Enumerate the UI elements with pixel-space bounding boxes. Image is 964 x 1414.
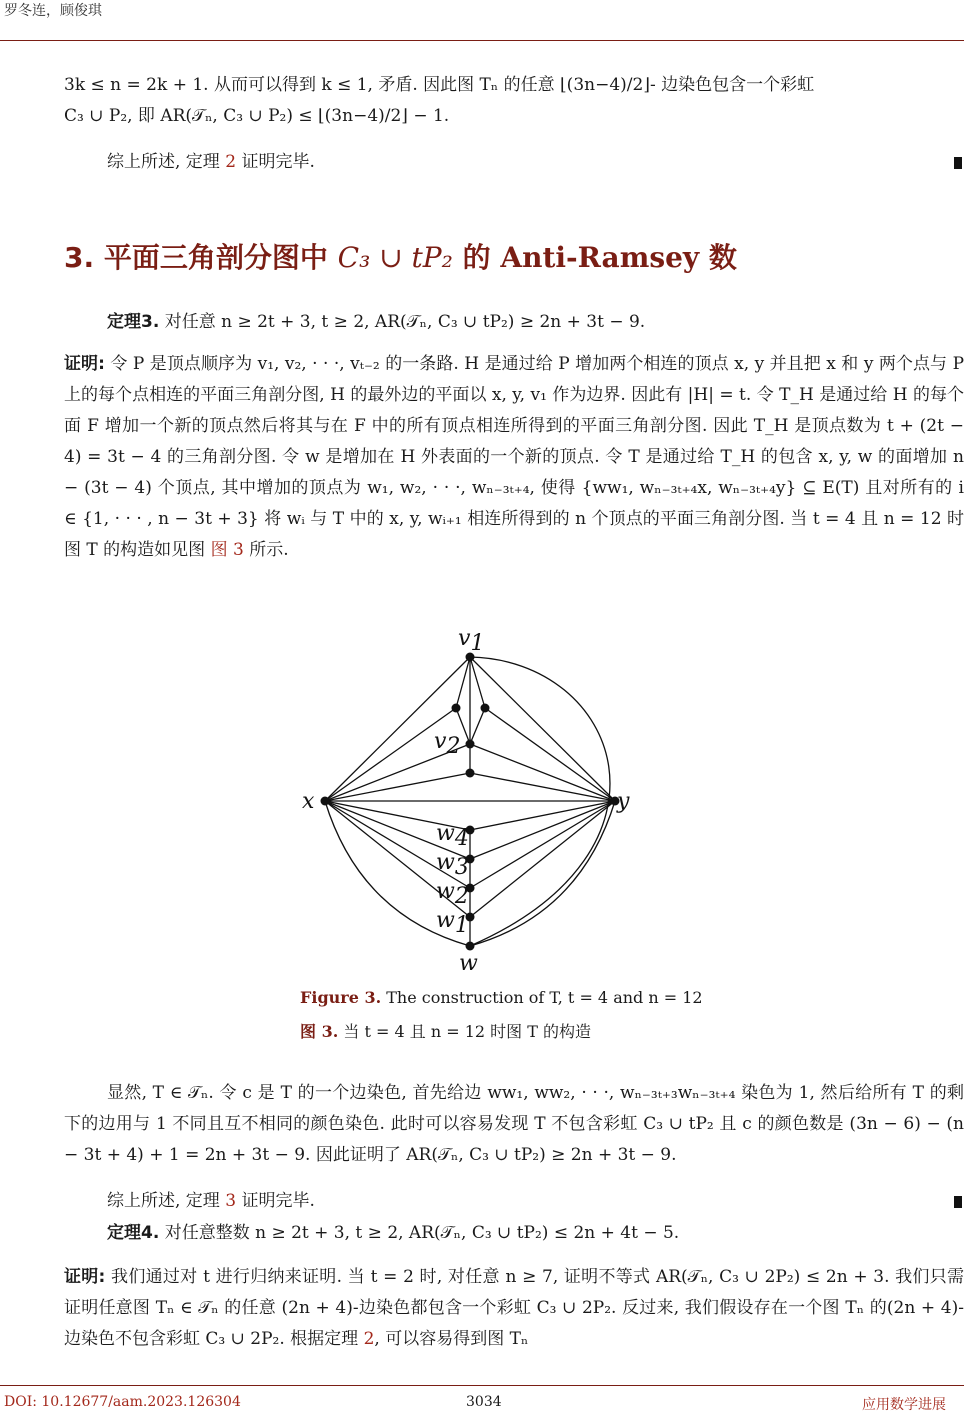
after-figure-paragraph: 显然, T ∈ 𝒯ₙ. 令 c 是 T 的一个边染色, 首先给边 ww₁, ww₂, · · ·, wₙ₋₃ₜ₊₃wₙ₋₃ₜ₊₄ 染色为 1, 然后给所有 T 的剩下的边用与 1 不同且互不相同的颜色染色. 此时可以容易发现 T 不包含彩虹 C₃ ∪ tP₂ 且 c 的颜色数是 (3n − 6) − (n − 3t + 4) + 1 = 2n + 3t − 9. 因此证明了 AR(𝒯ₙ, C₃ ∪ tP₂) ≥ 2n + 3t − 9.: [64, 1083, 964, 1165]
graph-edges: [325, 657, 615, 946]
conclusion-text: 综上所述, 定理: [107, 1191, 226, 1211]
qed-mark: [954, 1196, 962, 1208]
label-x: x: [302, 789, 315, 814]
section-title-pre: 平面三角剖分图中: [103, 241, 328, 274]
theorem-3-statement: 对任意 n ≥ 2t + 3, t ≥ 2, AR(𝒯ₙ, C₃ ∪ tP₂) ≥ 2n + 3t − 9.: [164, 312, 646, 332]
proof-label: 证明:: [64, 354, 105, 374]
label-v2: v2: [434, 729, 461, 759]
conclusion-text-end: 证明完毕.: [236, 152, 315, 172]
journal-name[interactable]: 应用数学进展: [862, 1397, 946, 1413]
label-w1: w1: [436, 908, 469, 938]
figure-caption-en: [300, 988, 703, 1007]
doi-link[interactable]: DOI: 10.12677/aam.2023.126304: [4, 1394, 241, 1410]
qed-mark: [954, 157, 962, 169]
running-header-authors: 罗冬连，顾俊琪: [4, 3, 102, 19]
footer-rule: [0, 1385, 964, 1386]
theorem3-conclusion: [64, 1186, 964, 1217]
page-number: 3034: [466, 1394, 502, 1410]
proof-3-text-end: 所示.: [243, 540, 289, 560]
caption-zh-text: 当 t = 4 且 n = 12 时图 T 的构造: [343, 1022, 591, 1041]
proof-3-text: 令 P 是顶点顺序为 v₁, v₂, · · ·, vₜ₋₂ 的一条路. H 是通过给 P 增加两个相连的顶点 x, y 并且把 x 和 y 两个点与 P 上的每个点相连的平面三角剖分图, H 的最外边的平面以 x, y, v₁ 作为边界. 因此有 |H| = t. 令 T_H 是通过给 H 的每个面 F 增加一个新的顶点然后将其与在 F 中的所有顶点相连所得到的平面三角剖分图. 因此 T_H 是顶点数为 t + (2t − 4) = 3t − 4 的三角剖分图. 令 w 是增加在 H 外表面的一个新的顶点. 令 T 是通过给 T_H 的包含 x, y, w 的面增加 n − (3t − 4) 个顶点, 其中增加的顶点为 w₁, w₂, · · ·, wₙ₋₃ₜ₊₄, 使得 {ww₁, wₙ₋₃ₜ₊₄x, wₙ₋₃ₜ₊₄y} ⊆ E(T) 且对所有的 i ∈ {1, · · · , n − 3t + 3} 将 wᵢ 与 T 中的 x, y, wᵢ₊₁ 相连所得到的 n 个顶点的平面三角剖分图. 当 t = 4 且 n = 12 时图 T 的构造如见图: [64, 354, 964, 560]
label-w3: w3: [436, 850, 469, 880]
conclusion-text: 综上所述, 定理: [107, 152, 226, 172]
theorem-3-label: 定理3.: [107, 312, 160, 332]
conclusion-text-end: 证明完毕.: [236, 1191, 315, 1211]
figure-3-graph: [290, 620, 670, 980]
theorem-3-link[interactable]: 3: [225, 1191, 237, 1211]
intro-line-1: 3k ≤ n = 2k + 1. 从而可以得到 k ≤ 1, 矛盾. 因此图 Tₙ 的任意 ⌊(3n−4)/2⌋- 边染色包含一个彩虹: [64, 75, 815, 95]
section-number: 3.: [64, 241, 95, 274]
proof-4: [64, 1262, 964, 1355]
theorem-4-statement: 对任意整数 n ≥ 2t + 3, t ≥ 2, AR(𝒯ₙ, C₃ ∪ tP₂) ≤ 2n + 4t − 5.: [164, 1223, 680, 1243]
caption-en-text: The construction of T, t = 4 and n = 12: [386, 988, 703, 1007]
intro-line-2: C₃ ∪ P₂, 即 AR(𝒯ₙ, C₃ ∪ P₂) ≤ ⌊(3n−4)/2⌋ − 1.: [64, 106, 450, 126]
figure-3-link[interactable]: 图 3: [210, 540, 244, 560]
proof-label: 证明:: [64, 1267, 106, 1287]
theorem-4: [64, 1218, 964, 1249]
figure-caption-zh: [300, 1019, 591, 1042]
theorem-2-link[interactable]: 2: [363, 1329, 375, 1349]
proof-4-text-end: , 可以容易得到图 Tₙ: [374, 1329, 529, 1349]
caption-en-label: Figure 3.: [300, 988, 382, 1007]
label-w2: w2: [436, 879, 469, 909]
section-title-post: 的 Anti-Ramsey 数: [462, 241, 737, 274]
label-y: y: [617, 789, 630, 814]
label-v1: v1: [458, 626, 485, 656]
header-rule: [0, 40, 964, 41]
label-w4: w4: [436, 821, 469, 851]
section-title-math: C₃ ∪ tP₂: [337, 241, 453, 274]
theorem-3: [64, 307, 964, 338]
section-heading: [64, 236, 737, 276]
theorem-4-label: 定理4.: [107, 1223, 160, 1243]
label-w: w: [459, 951, 478, 976]
theorem-2-link[interactable]: 2: [225, 152, 237, 172]
proof-4-text: 我们通过对 t 进行归纳来证明. 当 t = 2 时, 对任意 n ≥ 7, 证明不等式 AR(𝒯ₙ, C₃ ∪ 2P₂) ≤ 2n + 3. 我们只需证明任意图 Tₙ ∈ 𝒯ₙ 的任意 (2n + 4)-边染色都包含一个彩虹 C₃ ∪ 2P₂. 反过来, 我们假设存在一个图 Tₙ 的(2n + 4)-边染色不包含彩虹 C₃ ∪ 2P₂. 根据定理: [64, 1267, 964, 1349]
caption-zh-label: 图 3.: [300, 1022, 339, 1041]
intro-paragraph: [64, 70, 964, 132]
proof-3: [64, 349, 964, 566]
theorem2-conclusion: [64, 147, 964, 178]
